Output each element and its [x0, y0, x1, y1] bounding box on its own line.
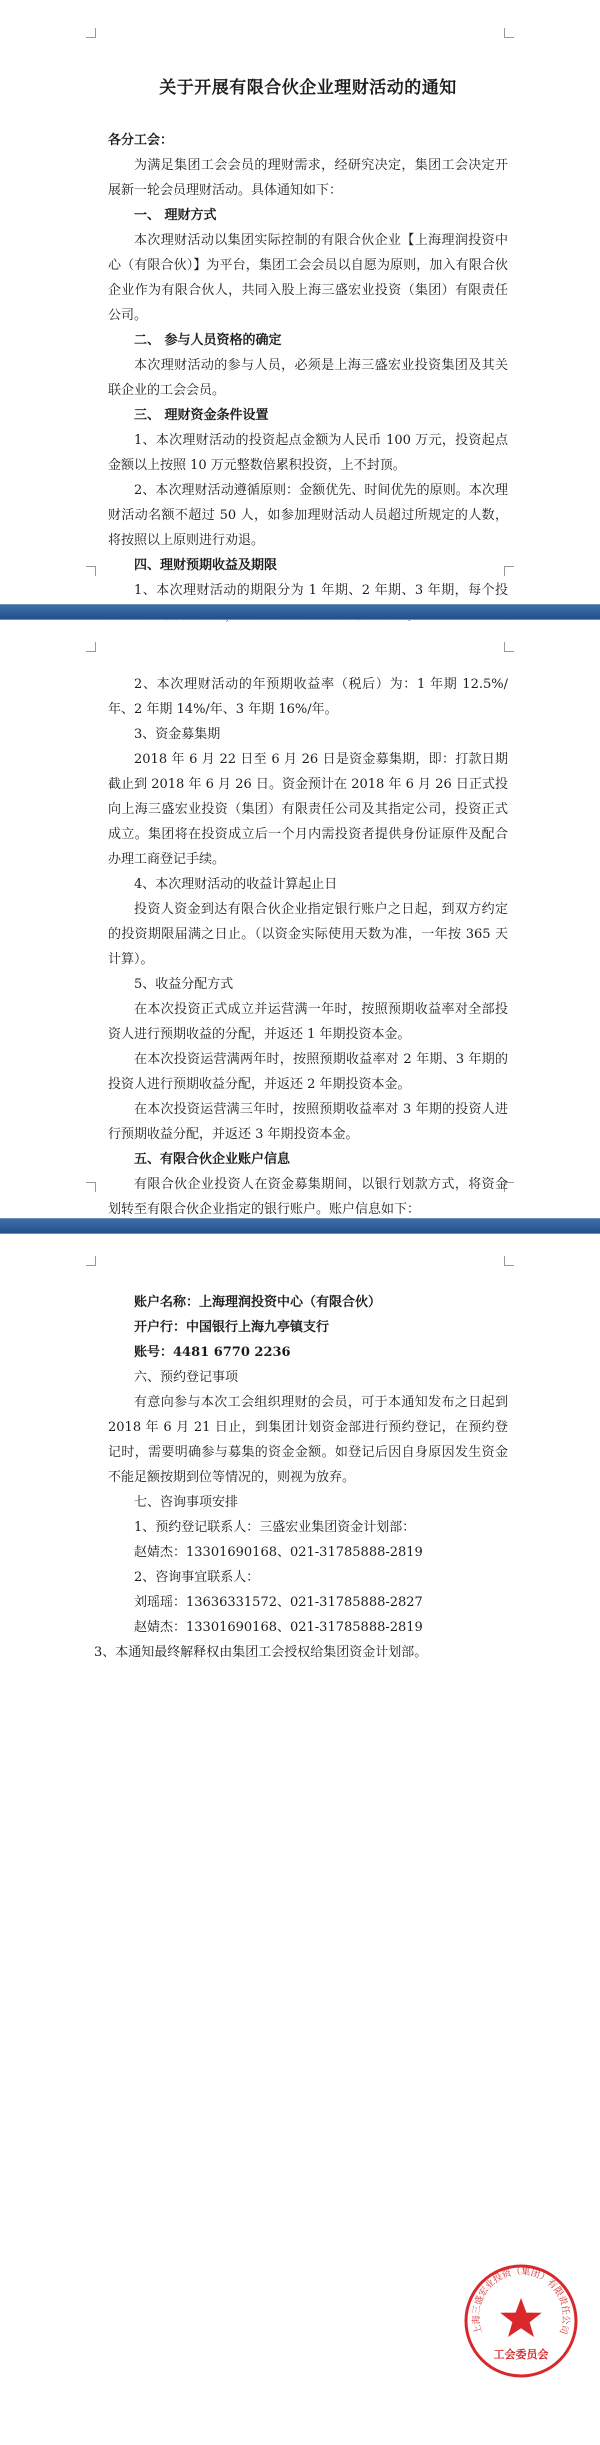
salutation: 各分工会：: [108, 133, 174, 148]
corner-mark: [504, 642, 514, 652]
section-4-heading: 四、理财预期收益及期限: [134, 558, 278, 573]
section-5-body: 有限合伙企业投资人在资金募集期间，以银行划款方式，将资金划转至有限合伙企业指定的银行账户。账户信息如下：: [108, 1177, 508, 1217]
section-4-item-1: 1、本次理财活动的期限分为 1 年期、2 年期、3 年期，每个投: [134, 583, 508, 598]
corner-mark: [86, 28, 96, 38]
seal-arc-text: 上海三盛宏业投资（集团）有限责任公司: [470, 2266, 572, 2336]
seal-star-icon: [500, 2298, 542, 2337]
section-3-heading: 三、 理财资金条件设置: [134, 408, 269, 423]
contact-1-person: 赵婧杰：13301690168、021-31785888-2819: [134, 1545, 423, 1560]
page-2: [0, 622, 600, 1217]
page-separator: [0, 1218, 600, 1234]
intro-paragraph: 为满足集团工会会员的理财需求，经研究决定，集团工会决定开展新一轮会员理财活动。具体通知如下：: [108, 158, 508, 198]
section-4-4-heading: 4、本次理财活动的收益计算起止日: [134, 877, 338, 892]
seal-bottom-text: 工会委员会: [493, 2348, 549, 2361]
contact-1-label: 1、预约登记联系人：三盛宏业集团资金计划部：: [134, 1520, 416, 1535]
account-name: 账户名称：上海理润投资中心（有限合伙）: [134, 1295, 382, 1310]
section-4-5-p1: 在本次投资正式成立并运营满一年时，按照预期收益率对全部投资人进行预期收益的分配，并返还 1 年期投资本金。: [108, 1002, 508, 1042]
section-2-heading: 二、 参与人员资格的确定: [134, 333, 282, 348]
section-4-item-2: 2、本次理财活动的年预期收益率（税后）为：1 年期 12.5%/年、2 年期 14%/年、3 年期 16%/年。: [108, 677, 508, 717]
notice-interpretation: 3、本通知最终解释权由集团工会授权给集团资金计划部。: [94, 1645, 428, 1660]
contact-2-label: 2、咨询事宜联系人：: [134, 1570, 260, 1585]
corner-mark: [86, 642, 96, 652]
contact-2-person-2: 赵婧杰：13301690168、021-31785888-2819: [134, 1620, 423, 1635]
account-bank: 开户行：中国银行上海九亭镇支行: [134, 1320, 330, 1335]
corner-mark: [86, 1182, 96, 1192]
document-title: 关于开展有限合伙企业理财活动的通知: [159, 78, 457, 98]
account-number: 账号：4481 6770 2236: [134, 1345, 291, 1360]
section-4-4-body: 投资人资金到达有限合伙企业指定银行账户之日起，到双方约定的投资期限届满之日止。（以资金实际使用天数为准，一年按 365 天计算）。: [108, 902, 508, 967]
section-4-5-heading: 5、收益分配方式: [134, 977, 234, 992]
corner-mark: [504, 28, 514, 38]
section-3-item-2: 2、本次理财活动遵循原则：金额优先、时间优先的原则。本次理财活动名额不超过 50 人，如参加理财活动人员超过所规定的人数，将按照以上原则进行劝退。: [108, 483, 508, 548]
union-seal-stamp: [462, 2262, 580, 2380]
page-separator: [0, 604, 600, 620]
section-2-body: 本次理财活动的参与人员，必须是上海三盛宏业投资集团及其关联企业的工会会员。: [108, 358, 508, 398]
corner-mark: [504, 1256, 514, 1266]
section-6-heading: 六、预约登记事项: [134, 1370, 239, 1385]
corner-mark: [86, 566, 96, 576]
section-3-item-1: 1、本次理财活动的投资起点金额为人民币 100 万元，投资起点金额以上按照 10 万元整数倍累积投资，上不封顶。: [108, 433, 508, 473]
section-4-5-p3: 在本次投资运营满三年时，按照预期收益率对 3 年期的投资人进行预期收益分配，并返还 3 年期投资本金。: [108, 1102, 508, 1142]
corner-mark: [86, 1256, 96, 1266]
page-1: [0, 0, 600, 600]
section-4-5-p2: 在本次投资运营满两年时，按照预期收益率对 2 年期、3 年期的投资人进行预期收益分配，并返还 2 年期投资本金。: [108, 1052, 508, 1092]
section-1-body: 本次理财活动以集团实际控制的有限合伙企业【上海理润投资中心（有限合伙）】为平台，集团工会会员以自愿为原则，加入有限合伙企业作为有限合伙人，共同入股上海三盛宏业投资（集团）有限责任公司。: [108, 233, 508, 323]
section-6-body: 有意向参与本次工会组织理财的会员，可于本通知发布之日起到 2018 年 6 月 21 日止，到集团计划资金部进行预约登记，在预约登记时，需要明确参与募集的资金金额。如登记后因自身原因发生资金不能足额按期到位等情况的，则视为放弃。: [108, 1395, 508, 1485]
section-4-3-body: 2018 年 6 月 22 日至 6 月 26 日是资金募集期，即：打款日期截止到 2018 年 6 月 26 日。资金预计在 2018 年 6 月 26 日正式投向上海三盛宏业投资（集团）有限责任公司及其指定公司，投资正式成立。集团将在投资成立后一个月内需投资者提供身份证原件及配合办理工商登记手续。: [108, 752, 508, 867]
section-4-3-heading: 3、资金募集期: [134, 727, 221, 742]
section-1-heading: 一、 理财方式: [134, 208, 217, 223]
section-5-heading: 五、有限合伙企业账户信息: [134, 1152, 291, 1167]
section-7-heading: 七、咨询事项安排: [134, 1495, 239, 1510]
contact-2-person-1: 刘瑶瑶：13636331572、021-31785888-2827: [134, 1595, 423, 1610]
